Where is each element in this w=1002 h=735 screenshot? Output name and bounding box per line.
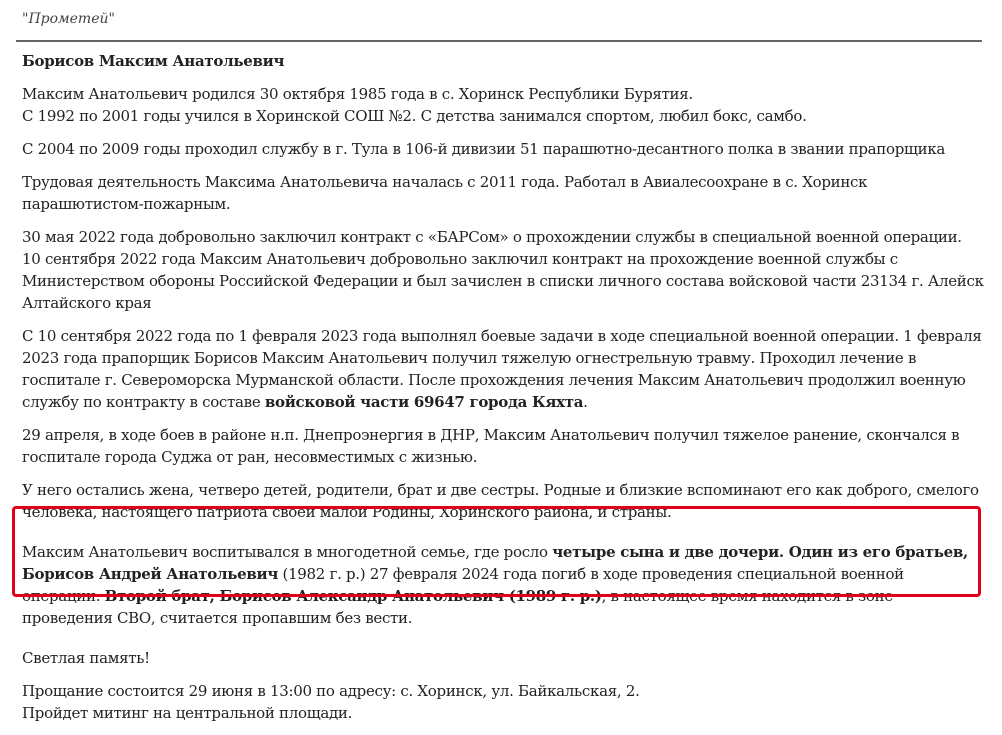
source-label: "Прометей" <box>22 11 115 27</box>
brothers-text-1: (1982 г. р.) 27 февраля 2024 года погиб в ходе проведения специальной военной операции. <box>22 565 904 605</box>
military-unit-bold: войсковой части 69647 города Кяхта <box>264 393 584 411</box>
paragraph-family: У него остались жена, четверо детей, родители, брат и две сестры. Родные и близкие вспоминают его как доброго, смелого человека, настоящего патриота своей малой Родины, Хоринского района, и страны. <box>22 481 979 521</box>
school-line: С 1992 по 2001 годы учился в Хоринской СОШ №2. С детства занимался спортом, любил бокс, самбо. <box>22 107 807 125</box>
combat-text: С 10 сентября 2022 года по 1 февраля 2023 года выполнял боевые задачи в ходе специальной военной операции. 1 февраля 2023 года прапорщик Борисов Максим Анатольевич получил тяжелую огнестрельную травму. Проходил лечение в госпитале г. Североморска Мурманской области. После прохождения лечения Максим Анатольевич продолжил военную службу по контракту в составе <box>22 327 982 411</box>
birth-line: Максим Анатольевич родился 30 октября 1985 года в с. Хоринск Республики Бурятия. <box>22 85 693 103</box>
paragraph-work: Трудовая деятельность Максима Анатольевича началась с 2011 года. Работал в Авиалесоохране в с. Хоринск парашютистом-пожарным. <box>22 173 868 213</box>
article-title: Борисов Максим Анатольевич <box>22 52 285 70</box>
paragraph-farewell <box>22 680 984 724</box>
rally-line: Пройдет митинг на центральной площади. <box>22 704 353 722</box>
brothers-text-2: , в настоящее время находится в зоне проведения СВО, считается пропавшим без вести. <box>22 587 893 627</box>
farewell-line: Прощание состоится 29 июня в 13:00 по адресу: с. Хоринск, ул. Байкальская, 2. <box>22 682 640 700</box>
article-body <box>22 50 984 735</box>
highlight-box <box>12 506 981 597</box>
brothers-bold-1: четыре сына и две дочери. Один из его братьев, Борисов Андрей Анатольевич <box>22 543 968 583</box>
paragraph-combat <box>22 325 984 413</box>
brothers-intro: Максим Анатольевич воспитывался в многодетной семье, где росло <box>22 543 553 561</box>
brothers-bold-2: Второй брат, Борисов Александр Анатольевич (1989 г. р.) <box>104 587 602 605</box>
paragraph-memory: Светлая память! <box>22 649 150 667</box>
paragraph-birth <box>22 83 984 127</box>
header-divider <box>16 40 982 42</box>
combat-end: . <box>583 393 588 411</box>
paragraph-contract: 30 мая 2022 года добровольно заключил контракт с «БАРСом» о прохождении службы в специальной военной операции. 10 сентября 2022 года Максим Анатольевич добровольно заключил контракт на прохождение военной службы с Министерством обороны Российской Федерации и был зачислен в списки личного состава войсковой части 23134 г. Алейск Алтайского края <box>22 228 984 312</box>
paragraph-death: 29 апреля, в ходе боев в районе н.п. Днепроэнергия в ДНР, Максим Анатольевич получил тяжелое ранение, скончался в госпитале города Суджа от ран, несовместимых с жизнью. <box>22 426 960 466</box>
paragraph-service: С 2004 по 2009 годы проходил службу в г. Тула в 106-й дивизии 51 парашютно-десантного полка в звании прапорщика <box>22 140 946 158</box>
